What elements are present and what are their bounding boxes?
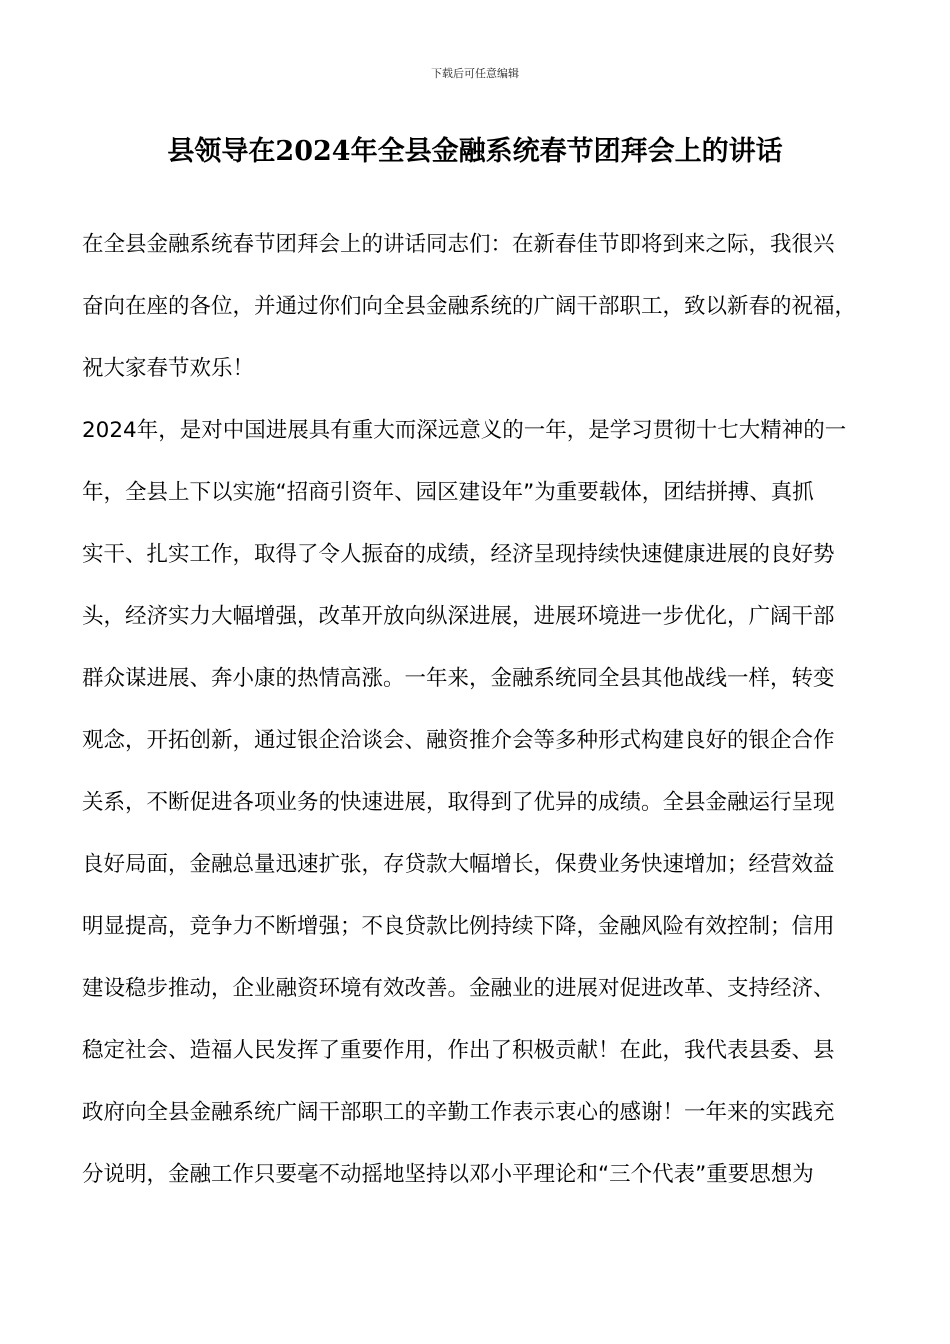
text-line: 祝大家春节欢乐！ [82, 356, 255, 381]
text-line: 建设稳步推动，企业融资环境有效改善。金融业的进展对促进改革、支持经济、 [82, 976, 835, 1001]
text-line: 分说明，金融工作只要毫不动摇地坚持以邓小平理论和“三个代表”重要思想为 [82, 1162, 814, 1187]
text-line: 2024年，是对中国进展具有重大而深远意义的一年，是学习贯彻十七大精神的一 [82, 418, 847, 443]
text-line: 关系，不断促进各项业务的快速进展，取得到了优异的成绩。全县金融运行呈现 [82, 790, 835, 815]
text-line: 年，全县上下以实施“招商引资年、园区建设年”为重要载体，团结拼搏、真抓 [82, 480, 814, 505]
text-line: 实干、扎实工作，取得了令人振奋的成绩，经济呈现持续快速健康进展的良好势 [82, 542, 835, 567]
document-title: 县领导在2024年全县金融系统春节团拜会上的讲话 [167, 136, 783, 167]
text-line: 良好局面，金融总量迅速扩张，存贷款大幅增长，保费业务快速增加；经营效益 [82, 852, 835, 877]
header-note: 下载后可任意编辑 [431, 67, 519, 80]
text-line: 在全县金融系统春节团拜会上的讲话同志们：在新春佳节即将到来之际，我很兴 [82, 232, 835, 257]
text-line: 观念，开拓创新，通过银企洽谈会、融资推介会等多种形式构建良好的银企合作 [82, 728, 835, 753]
text-line: 群众谋进展、奔小康的热情高涨。一年来，金融系统同全县其他战线一样，转变 [82, 666, 835, 691]
text-line: 奋向在座的各位，并通过你们向全县金融系统的广阔干部职工，致以新春的祝福， [82, 294, 857, 319]
text-line: 政府向全县金融系统广阔干部职工的辛勤工作表示衷心的感谢！一年来的实践充 [82, 1100, 835, 1125]
text-line: 头，经济实力大幅增强，改革开放向纵深进展，进展环境进一步优化，广阔干部 [82, 604, 835, 629]
text-line: 稳定社会、造福人民发挥了重要作用，作出了积极贡献！在此，我代表县委、县 [82, 1038, 835, 1063]
text-line: 明显提高，竞争力不断增强；不良贷款比例持续下降，金融风险有效控制；信用 [82, 914, 835, 939]
document-body [82, 214, 874, 1206]
